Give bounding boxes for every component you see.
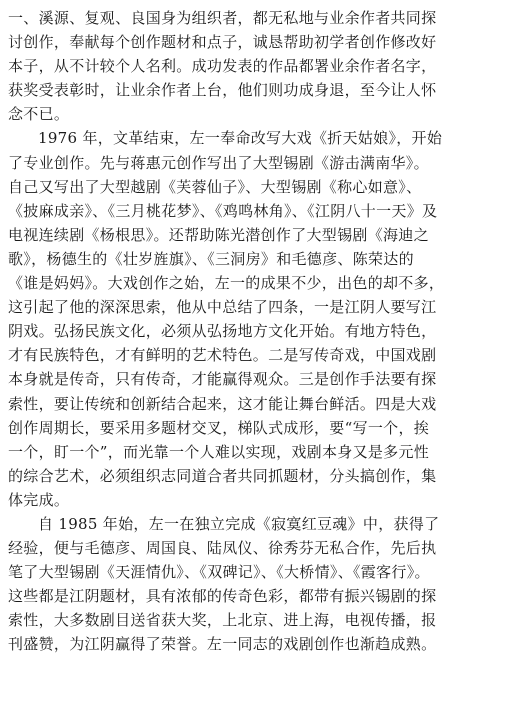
paragraph-2 <box>8 126 501 512</box>
text-line: 自己又写出了大型越剧《芙蓉仙子》、大型锡剧《称心如意》、 <box>8 177 422 196</box>
text-line: 创作周期长，要采用多题材交叉，梯队式成形，要“写一个，挨 <box>8 418 430 437</box>
text-line: 的综合艺术，必须组织志同道合者共同抓题材，分头搞创作，集 <box>8 466 437 485</box>
text-line: 讨创作，奉献每个创作题材和点子，诚恳帮助初学者创作修改好 <box>8 33 437 52</box>
text-line: 索性，大多数剧目送省获大奖，上北京、进上海，电视传播，报 <box>8 611 437 630</box>
text-line: 笔了大型锡剧《天涯情仇》、《双碑记》、《大桥情》、《霞客行》。 <box>8 563 430 582</box>
text-line: 歌》，杨德生的《壮岁旌旗》、《三洞房》和毛德彦、陈荣达的 <box>8 249 414 268</box>
text-line: 自 1985 年始，左一在独立完成《寂寞红豆魂》中，获得了 <box>38 514 440 533</box>
text-line: 电视连续剧《杨根思》。还帮助陈光潜创作了大型锡剧《海迪之 <box>8 225 429 244</box>
text-line: 念不已。 <box>8 105 70 124</box>
text-line: 获奖受表彰时，让业余作者上台，他们则功成身退，至今让人怀 <box>8 81 437 100</box>
text-line: 经验，便与毛德彦、周国良、陆凤仪、徐秀芬无私合作，先后执 <box>8 539 437 558</box>
text-line: 《披麻成亲》、《三月桃花梦》、《鸡鸣林角》、《江阴八十一天》及 <box>8 201 438 220</box>
paragraph-3 <box>8 512 501 657</box>
text-line: 本身就是传奇，只有传奇，才能赢得观众。三是创作手法要有探 <box>8 370 437 389</box>
text-line: 一个，盯一个”，而光靠一个人难以实现，戏剧本身又是多元性 <box>8 442 430 461</box>
paragraph-1 <box>8 6 501 126</box>
text-line: 了专业创作。先与蒋惠元创作写出了大型锡剧《游击满南华》。 <box>8 153 429 172</box>
text-line: 这引起了他的深深思索，他从中总结了四条，一是江阴人要写江 <box>8 298 437 317</box>
text-line: 体完成。 <box>8 490 70 509</box>
text-line: 本子，从不计较个人名利。成功发表的作品都署业余作者名字， <box>8 57 437 76</box>
text-line: 刊盛赞，为江阴赢得了荣誉。左一同志的戏剧创作也渐趋成熟。 <box>8 635 437 654</box>
text-line: 这些都是江阴题材，具有浓郁的传奇色彩，都带有振兴锡剧的探 <box>8 587 437 606</box>
text-line: 1976 年，文革结束，左一奉命改写大戏《折天姑娘》，开始 <box>38 129 443 148</box>
text-line: 《谁是妈妈》。大戏创作之始，左一的成果不少，出色的却不多， <box>8 274 445 293</box>
text-line: 索性，要让传统和创新结合起来，这才能让舞台鲜活。四是大戏 <box>8 394 437 413</box>
text-line: 阴戏。弘扬民族文化，必须从弘扬地方文化开始。有地方特色， <box>8 322 437 341</box>
text-line: 一、溪源、复观、良国身为组织者，都无私地与业余作者共同探 <box>8 9 437 27</box>
text-line: 才有民族特色，才有鲜明的艺术特色。二是写传奇戏，中国戏剧 <box>8 346 437 365</box>
